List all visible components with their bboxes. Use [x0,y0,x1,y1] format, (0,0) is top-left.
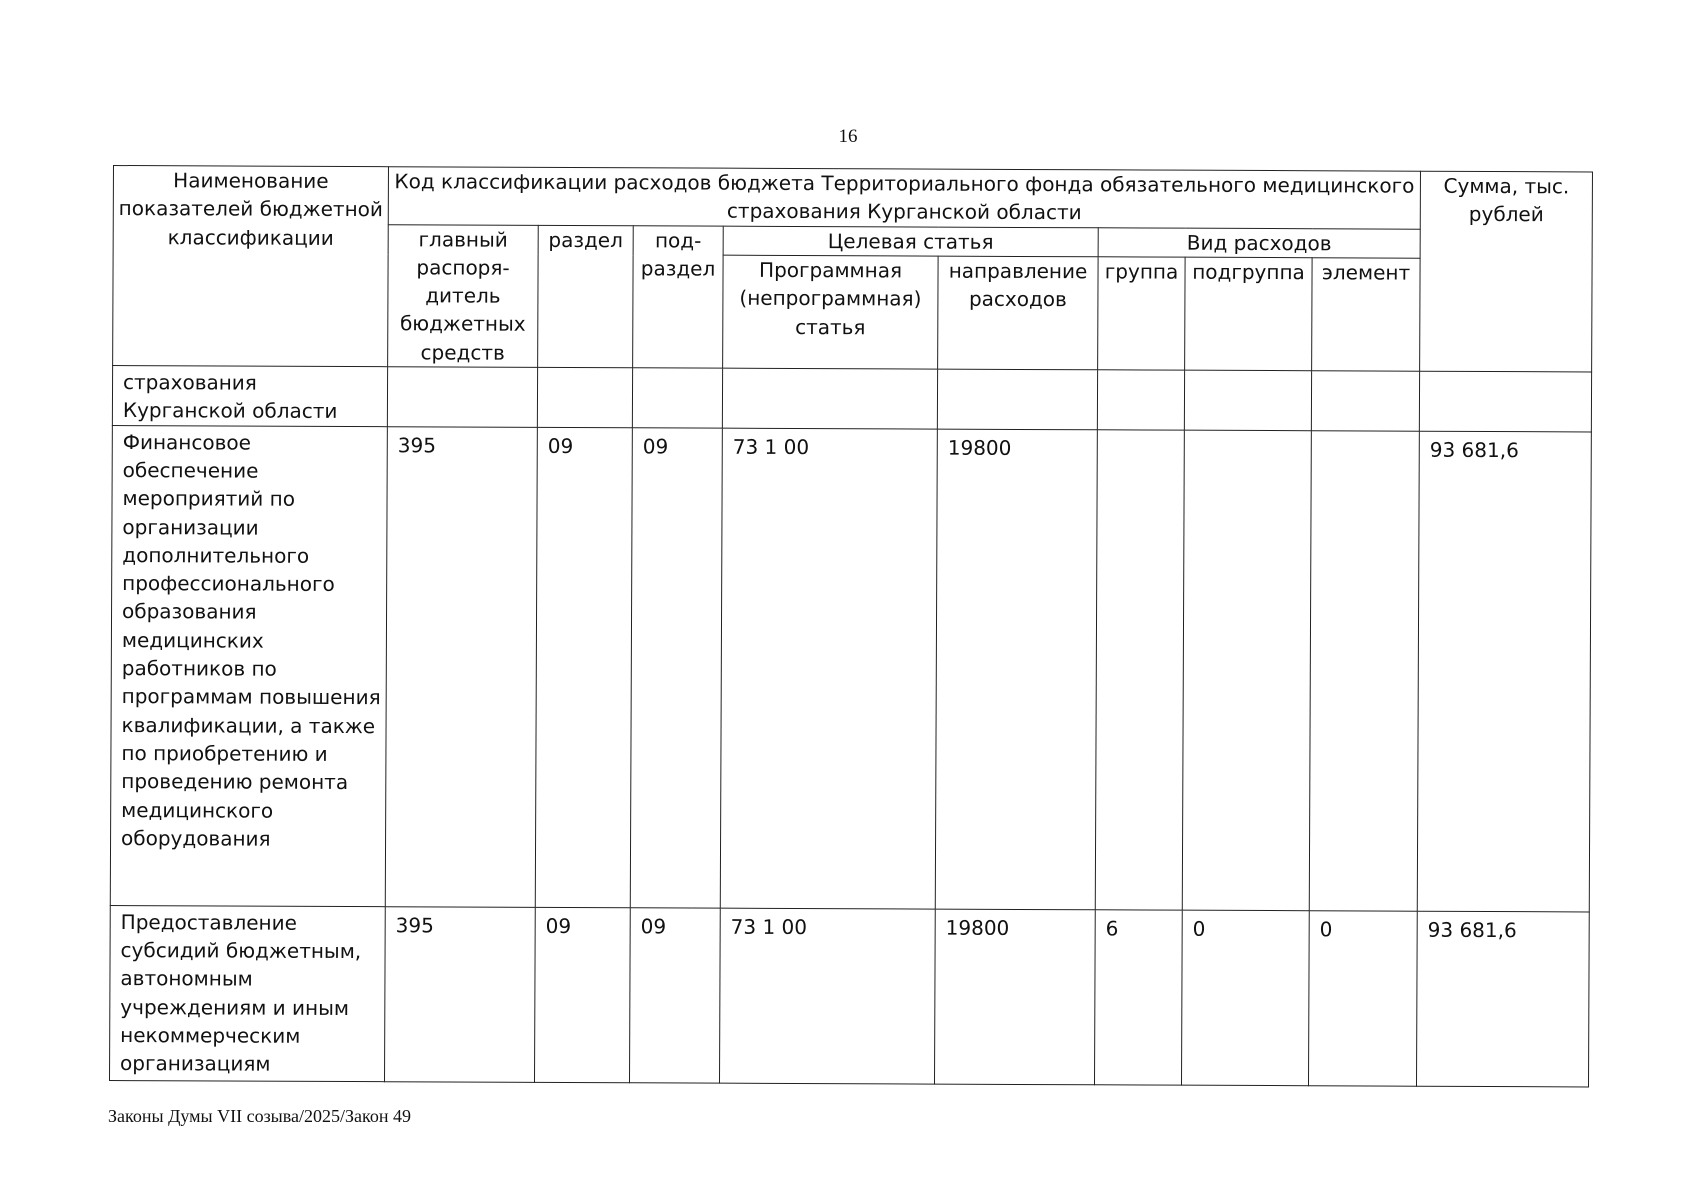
budget-classification-table [109,165,1593,1087]
row-program-article: 73 1 00 [720,908,936,1084]
document-footer: Законы Думы VII созыва/2025/Закон 49 [108,1106,411,1126]
row-amount [1419,371,1591,431]
row-group [1095,429,1184,909]
row-amount: 93 681,6 [1416,911,1589,1087]
row-chief-code: 395 [385,906,536,1082]
header-expense-type: Вид расходов [1098,227,1420,258]
row-chief-code: 395 [385,426,537,907]
header-name-column: Наименование показателей бюджетной классификации [113,166,389,367]
row-name: Финансовое обеспечение мероприятий по организации дополнительного профессионального образования медицинских работников по программам повышения квалификации, а также по приобретению и проведению ремонта медицинского оборудования [110,425,387,906]
table-row [110,905,1590,1086]
table-row [112,366,1591,432]
row-element [1311,371,1419,431]
header-subsection: под-раздел [633,225,724,368]
row-program-article: 73 1 00 [720,428,937,909]
row-subgroup: 0 [1181,910,1309,1086]
row-section [537,367,632,427]
header-target-article: Целевая статья [723,226,1098,257]
header-program-article: Программная (непрограммная) статья [723,255,938,369]
row-chief-code [387,367,537,427]
row-name: Предоставление субсидий бюджетным, автономным учреждениям и иным некоммерческим организациям [110,905,386,1081]
row-element: 0 [1308,910,1417,1085]
header-amount-column: Сумма, тыс. рублей [1420,171,1593,372]
row-program-article [722,368,937,429]
header-code-group: Код классификации расходов бюджета Территориального фонда обязательного медицинского страхования Курганской области [388,167,1420,229]
row-amount: 93 681,6 [1417,431,1591,912]
row-group: 6 [1094,909,1182,1084]
row-subsection [632,368,722,428]
header-expense-direction: направление расходов [938,256,1098,370]
row-direction: 19800 [935,429,1097,910]
header-subgroup: подгруппа [1185,257,1312,371]
row-subgroup [1184,370,1311,430]
page-number: 16 [838,126,858,147]
header-element: элемент [1312,258,1420,371]
row-direction [937,369,1097,429]
row-section: 09 [535,427,632,907]
header-section: раздел [538,225,634,368]
row-element [1309,430,1419,910]
row-name: страхования Курганской области [112,366,387,427]
table-row [110,425,1591,911]
row-direction: 19800 [934,909,1095,1085]
header-chief-manager: главный распоря-дитель бюджетных средств [388,224,539,367]
row-subgroup [1182,430,1311,911]
row-subsection: 09 [630,907,721,1082]
row-group [1097,370,1184,430]
row-subsection: 09 [630,427,722,907]
row-section: 09 [535,907,631,1082]
header-group: группа [1098,257,1185,370]
